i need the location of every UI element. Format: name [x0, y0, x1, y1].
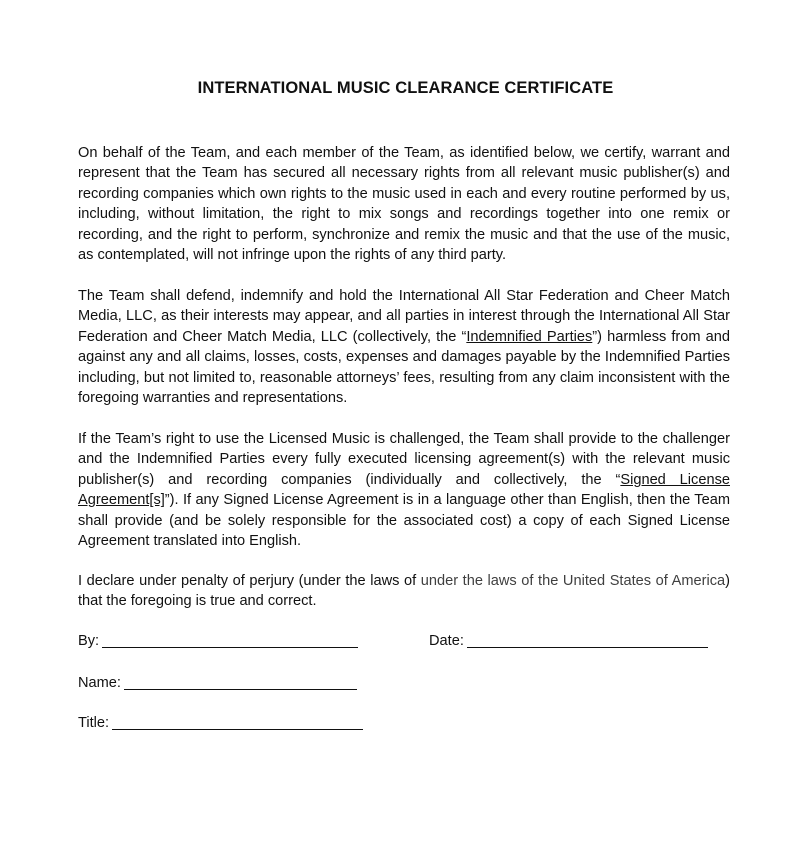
- license-text-before: If the Team’s right to use the Licensed Music is challenged, the Team shall provide to the challenger and the Indemnified Parties every fully executed licensing agreement(s) with the relevant music publisher(s) and recording companies (individually and collectively, the “: [78, 431, 730, 488]
- perjury-declaration-paragraph: [78, 571, 730, 612]
- title-field: [78, 713, 363, 733]
- document-title: INTERNATIONAL MUSIC CLEARANCE CERTIFICATE: [197, 79, 614, 97]
- declaration-text-before: I declare under penalty of perjury (under the laws of: [78, 573, 421, 589]
- license-text-after: ”). If any Signed License Agreement is in a language other than English, then the Team shall provide (and be solely responsible for the associated cost) a copy of each Signed License Agreement translated into English.: [78, 492, 730, 550]
- date-line[interactable]: [467, 647, 708, 648]
- indemnification-paragraph: [78, 286, 730, 408]
- name-line[interactable]: [124, 689, 357, 690]
- name-label: Name:: [78, 675, 121, 691]
- by-signature-field: [78, 631, 358, 651]
- signed-license-agreements-term: Signed License Agreement[s]: [78, 471, 730, 509]
- by-label: By:: [78, 633, 100, 649]
- by-signature-line[interactable]: [102, 647, 358, 648]
- declaration-text-after: ) that the foregoing is true and correct.: [78, 573, 730, 610]
- date-label: Date:: [429, 633, 464, 649]
- name-field: [78, 673, 357, 693]
- certification-paragraph: On behalf of the Team, and each member of the Team, as identified below, we certify, warrant and represent that the Team has secured all necessary rights from all relevant music publisher(s) and recording companies which own rights to the music used in each and every routine performed by us, including, without limitation, the right to mix songs and recordings together into one remix or recording, and the right to perform, synchronize and remix the music and that the use of the music, as contemplated, will not infringe upon the rights of any third party.: [78, 145, 730, 264]
- indemnification-text-before: The Team shall defend, indemnify and hold the International All Star Federation and Cheer Match Media, LLC, as their interests may appear, and all parties in interest through the International All Star Federation and Cheer Match Media, LLC (collectively, the “: [78, 288, 730, 345]
- jurisdiction-text: under the laws of the United States of America: [420, 573, 726, 589]
- indemnified-parties-term: Indemnified Parties: [466, 328, 593, 345]
- title-label: Title:: [78, 715, 110, 731]
- indemnification-text-after: ”) harmless from and against any and all claims, losses, costs, expenses and damages payable by the Indemnified Parties including, but not limited to, reasonable attorneys’ fees, resulting from any claim inconsistent with the foregoing warranties and representations.: [78, 328, 730, 407]
- license-challenge-paragraph: [78, 429, 730, 551]
- title-line[interactable]: [112, 729, 363, 730]
- date-field: [429, 631, 708, 651]
